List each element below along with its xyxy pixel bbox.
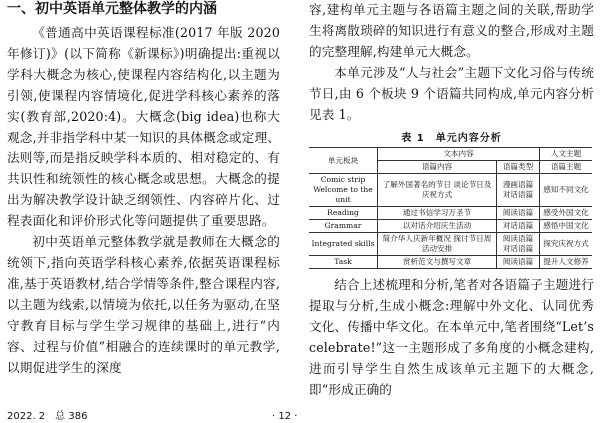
cell-type: 漫画语篇 对话语篇 [497,174,540,207]
paragraph-unit-teaching: 初中英语单元整体教学就是教师在大概念的统领下,指向英语学科核心素养,依据英语课程标准,基于英语教材,结合学情等条件,整合课程内容,以主题为线索,以情境为依托,以任务为驱动,在坚守教育目标与学生学习规律的基础上,进行“内容、过程与价值”相融合的连续课时的单元教学,以期促进学生的深度 [7,234,280,375]
cell-discourse: 简介华人庆新年概况 探讨节日周活动安排 [378,233,497,256]
cell-section: Task [309,256,378,269]
table-row [309,220,592,233]
cell-section: Comic strip Welcome to the unit [309,174,378,207]
cell-subtheme: 感知不同文化 [540,174,593,207]
header-theme: 人文主题 [540,148,593,161]
cell-subtheme: 提升人文修养 [540,256,593,269]
header-section: 单元板块 [309,148,378,174]
left-column [7,0,280,378]
cell-discourse: 了解外国著名的节日 谈论节日及庆祝方式 [378,174,497,207]
table-row [309,256,592,269]
cell-discourse: 赏析范文与撰写文章 [378,256,497,269]
paragraph-analysis: 结合上述梳理和分析,笔者对各语篇子主题进行提取与分析,生成小概念:理解中外文化、认同优秀文化、传播中华文化。在本单元中,笔者围绕“Let’s celebrate!”这一主题形成了多角度的小概念建构,进而引导学生自然生成该单元主题下的大概念,即“形成正确的 [309,277,594,397]
paragraph-continued: 容,建构单元主题与各语篇主题之间的关联,帮助学生将离散琐碎的知识进行有意义的整合,形成对主题的完整理解,构建单元大概念。 [309,2,594,59]
header-content: 文本内容 [378,148,540,161]
header-type: 语篇类型 [497,161,540,174]
right-column [309,0,594,401]
section-heading: 一、初中英语单元整体教学的内涵 [7,1,217,17]
cell-type: 阅读语篇 [497,256,540,269]
cell-type: 阅读语篇 [497,207,540,220]
page-number: · 12 · [272,411,298,422]
cell-section: Reading [309,207,378,220]
table-caption: 表 1 单元内容分析 [401,133,502,145]
cell-subtheme: 探究庆祝方式 [540,233,593,256]
paragraph-unit-intro: 本单元涉及“人与社会”主题下文化习俗与传统节日,由 6 个板块 9 个语篇共同构成,单元内容分析见表 1。 [309,64,594,122]
cell-discourse: 以对话介绍庆生活动 [378,220,497,233]
cell-section: Grammar [309,220,378,233]
cell-subtheme: 感悟中国文化 [540,220,593,233]
table-header-row [309,148,592,161]
table-row [309,174,592,207]
cell-subtheme: 感受外国文化 [540,207,593,220]
cell-section: Integrated skills [309,233,378,256]
cell-type: 阅读语篇 对话语篇 [497,233,540,256]
table-row [309,207,592,220]
unit-content-table [309,147,592,269]
cell-type: 对话语篇 [497,220,540,233]
header-discourse: 语篇内容 [378,161,497,174]
table-row [309,233,592,256]
cell-discourse: 通过书信学习万圣节 [378,207,497,220]
header-subtheme: 语篇主题 [540,161,593,174]
issue-footer: 2022. 2 总 386 [7,411,88,422]
paragraph-curriculum-standard: 《普通高中英语课程标准(2017 年版 2020 年修订)》(以下简称《新课标》)明确提出:重视以学科大概念为核心,使课程内容结构化,以主题为引领,使课程内容情境化,促进学科核心素养的落实(教育部,2020:4)。大概念(big idea)也称大观念,并非指学科中某一知识的具体概念或定理、法则等,而是指反映学科本质的、相对稳定的、有共识性和统领性的核心概念或思想。大概念的提出为解决教学设计缺乏纲领性、内容碎片化、过程表面化和评价形式化等问题提供了重要思路。 [7,25,280,229]
